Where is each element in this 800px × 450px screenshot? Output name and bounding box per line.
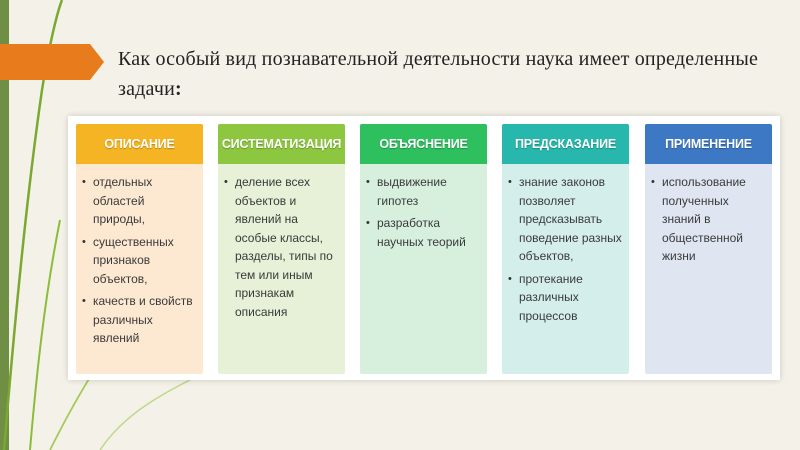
column-body-application [645, 164, 772, 266]
column-description [76, 124, 203, 374]
bullet-dot-icon: • [508, 176, 512, 188]
bullet-text: существенных признаков объектов, [93, 234, 174, 286]
column-header-description: ОПИСАНИЕ [76, 124, 203, 164]
bullet-dot-icon: • [508, 272, 512, 285]
bullet-item [366, 173, 481, 210]
bullet-item [82, 292, 197, 348]
bullet-item [508, 173, 623, 266]
bullet-item [651, 173, 766, 266]
column-systematization [218, 124, 345, 374]
bullet-dot-icon: • [651, 176, 655, 188]
bullet-dot-icon: • [366, 217, 370, 229]
bullet-text: деление всех объектов и явлений на особые классы, разделы, типы по тем или иным признакам описания [235, 175, 333, 319]
bullet-text: разработка научных теорий [377, 216, 466, 249]
bullet-dot-icon: • [82, 176, 86, 188]
bullet-item [82, 173, 197, 229]
column-explanation [360, 124, 487, 374]
column-header-explanation: ОБЪЯСНЕНИЕ [360, 124, 487, 164]
column-header-systematization: СИСТЕМАТИЗАЦИЯ [218, 124, 345, 164]
bullet-item [366, 214, 481, 251]
column-body-prediction [502, 164, 629, 325]
bullet-dot-icon: • [366, 176, 370, 188]
bullet-text: отдельных областей природы, [93, 175, 153, 226]
column-body-explanation [360, 164, 487, 251]
bullet-item [82, 233, 197, 289]
title-colon: : [175, 78, 182, 100]
decor-line-2 [30, 220, 60, 450]
bullet-text: качеств и свойств различных явлений [93, 294, 193, 345]
bullet-item [224, 173, 339, 321]
decor-line-4 [100, 380, 190, 450]
slide-title [118, 44, 778, 104]
bullet-dot-icon: • [82, 235, 86, 248]
column-body-description [76, 164, 203, 348]
bullet-dot-icon: • [224, 176, 228, 188]
column-header-application: ПРИМЕНЕНИЕ [645, 124, 772, 164]
orange-arrow-tab [0, 44, 104, 80]
title-text: Как особый вид познавательной деятельности наука имеет определенные задачи [118, 48, 759, 100]
column-prediction [502, 124, 629, 374]
column-application [645, 124, 772, 374]
bullet-text: протекание различных процессов [519, 271, 583, 323]
bullet-item [508, 270, 623, 326]
bullet-text: выдвижение гипотез [377, 175, 447, 208]
bullet-text: использование полученных знаний в общественной жизни [662, 175, 746, 263]
bullet-dot-icon: • [82, 295, 86, 307]
column-body-systematization [218, 164, 345, 321]
bullet-text: знание законов позволяет предсказывать поведение разных объектов, [519, 175, 622, 263]
column-header-prediction: ПРЕДСКАЗАНИЕ [502, 124, 629, 164]
